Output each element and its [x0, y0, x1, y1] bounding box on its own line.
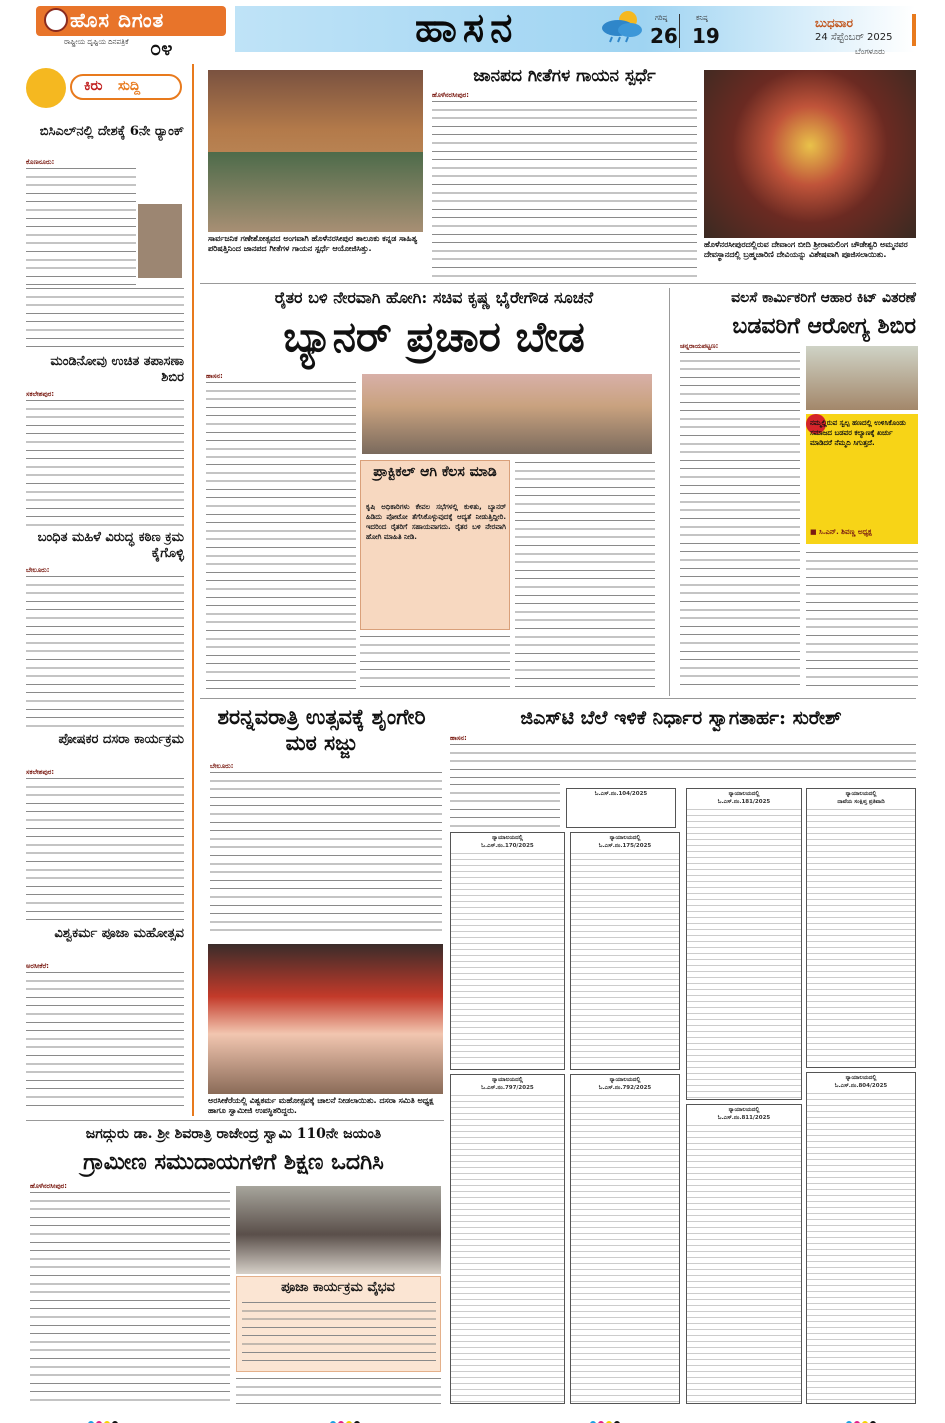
shivaratri-body-text [236, 1376, 441, 1404]
legal-notice: ನ್ಯಾಯಾಲಯದಲ್ಲಿ ಓ.ಎಸ್.ನಂ.175/2025 [570, 832, 680, 1070]
banner-place: ಹಾಸನ: [206, 372, 223, 380]
page-number: ೦೪ [150, 36, 173, 60]
pooja-headline: ಪೂಜಾ ಕಾರ್ಯಕ್ರಮ ವೈಭವ [281, 1280, 395, 1295]
min-temp-label: ಕನಿಷ್ಠ [696, 14, 708, 22]
brief-body-text [26, 166, 136, 286]
print-registration-marks [590, 1412, 622, 1423]
legal-notice: ನ್ಯಾಯಾಲಯದಲ್ಲಿ ಓ.ಎಸ್.ನಂ.170/2025 [450, 832, 565, 1070]
health-quote-author: ■ ಸಿ.ಎನ್. ಶಿವಣ್ಣ ಅಧ್ಯಕ್ಷ [810, 528, 872, 536]
health-headline: ಬಡವರಿಗೆ ಆರೋಗ್ಯ ಶಿಬಿರ [732, 313, 916, 339]
brief-place: ಅರಸೀಕೆರೆ: [26, 962, 49, 970]
janapada-headline: ಜಾನಪದ ಗೀತೆಗಳ ಗಾಯನ ಸ್ಪರ್ಧೆ [473, 66, 656, 86]
print-registration-marks [88, 1412, 120, 1423]
gst-headline: ಜಿಎಸ್‌ಟಿ ಬೆಲೆ ಇಳಿಕೆ ನಿರ್ಧಾರ ಸ್ವಾಗತಾರ್ಹ: ಸುರೇಶ್ [520, 707, 842, 729]
janapada-group-photo-2 [208, 152, 423, 232]
brief-body-text [26, 970, 184, 1110]
max-temp-label: ಗರಿಷ್ಠ [655, 14, 668, 22]
brief-headline: ಬಿಸಿಎಲ್‌ನಲ್ಲಿ ದೇಶಕ್ಕೆ 6ನೇ ರ‍್ಯಾಂಕ್ [39, 124, 184, 139]
banner-inset-box [360, 460, 510, 630]
health-place: ಚನ್ನರಾಯಪಟ್ಟಣ: [680, 342, 719, 350]
briefs-column [26, 64, 186, 1116]
banner-kicker: ರೈತರ ಬಳಿ ನೇರವಾಗಿ ಹೋಗಿ: ಸಚಿವ ಕೃಷ್ಣ ಭೈರೇಗೌಡ ಸೂಚನೆ [274, 288, 594, 307]
brief-body-text [26, 776, 184, 922]
briefs-label-suddi: ಸುದ್ದಿ [118, 78, 141, 94]
paper-name: ಹೊಸ ದಿಗಂತ [70, 8, 165, 32]
brief-place: ಸಕಲೇಶಪುರ: [26, 390, 55, 398]
shivaratri-kicker: ಜಗದ್ಗುರು ಡಾ. ಶ್ರೀ ಶಿವರಾತ್ರಿ ರಾಜೇಂದ್ರ ಸ್ವಾಮಿ 110ನೇ ಜಯಂತಿ [85, 1126, 382, 1142]
legal-notice: ನ್ಯಾಯಾಲಯದಲ್ಲಿ ಓ.ಎಸ್.ನಂ.797/2025 [450, 1074, 565, 1404]
legal-notice: ನ್ಯಾಯಾಲಯದಲ್ಲಿ ಓ.ಎಸ್.ನಂ.792/2025 [570, 1074, 680, 1404]
brief-place: ಸಕಲೇಶಪುರ: [26, 768, 55, 776]
sringeri-headline: ಶರನ್ನವರಾತ್ರಿ ಉತ್ಸವಕ್ಕೆ ಶೃಂಗೇರಿ ಮಠ ಸಜ್ಜು [217, 704, 426, 755]
banner-body-text [360, 634, 510, 692]
banner-meeting-photo [362, 374, 652, 454]
banner-body-text [206, 462, 356, 692]
gst-body-text [450, 742, 916, 782]
janapada-photo-caption: ಸಾರ್ವಜನಿಕ ಗಣೇಶೋತ್ಸವದ ಅಂಗವಾಗಿ ಹೊಳೆನರಸೀಪುರ ತಾಲೂಕು ಕನ್ನಡ ಸಾಹಿತ್ಯ ಪರಿಷತ್ತಿನಿಂದ ಜಾನಪದ ಗೀತೆಗಳ ಗಾಯನ ಸ್ಪರ್ಧೆ ಆಯೋಜಿಸಿತ್ತು. [208, 234, 418, 253]
weather-divider [679, 14, 680, 48]
temple-photo-caption: ಹೊಳೆನರಸೀಪುರದಲ್ಲಿರುವ ದೇವಾಂಗ ಬೀದಿ ಶ್ರೀರಾಮಲಿಂಗ ಚೌಡೇಶ್ವರಿ ಅಮ್ಮನವರ ದೇವಸ್ಥಾನದಲ್ಲಿ ಬ್ರಹ್ಮಚಾರಿಣಿ ದೇವಿಯನ್ನು ವಿಶೇಷವಾಗಿ ಪೂಜಿಸಲಾಯಿತು. [704, 240, 908, 259]
banner-body-text [206, 380, 356, 460]
legal-notice: ನ್ಯಾಯಾಲಯದಲ್ಲಿ ಓ.ಎಸ್.ನಂ.181/2025 [686, 788, 802, 1100]
temple-deity-photo [704, 70, 916, 238]
pooja-body-text [242, 1300, 436, 1368]
sringeri-photo-caption: ಅರಸೀಕೆರೆಯಲ್ಲಿ ವಿಶ್ವಕರ್ಮ ಮಹೋತ್ಸವಕ್ಕೆ ಚಾಲನೆ ನೀಡಲಾಯಿತು. ದಸರಾ ಸಮಿತಿ ಅಧ್ಯಕ್ಷ ಹಾಗೂ ಸ್ವಾಮೀಜಿ ಉಪಸ್ಥಿತರಿದ್ದರು. [208, 1096, 434, 1115]
masthead [0, 0, 945, 60]
gst-place: ಹಾಸನ: [450, 734, 467, 742]
health-camp-photo [806, 346, 918, 410]
brief-body-text [26, 398, 184, 526]
issue-date: 24 ಸೆಪ್ಟೆಂಬರ್ 2025 [815, 32, 893, 43]
brief-headline: ಪೋಷಕರ ದಸರಾ ಕಾರ್ಯಕ್ರಮ [58, 732, 184, 747]
print-registration-marks [846, 1412, 878, 1423]
banner-headline: ಬ್ಯಾನರ್ ಪ್ರಚಾರ ಬೇಡ [283, 312, 585, 361]
shivaratri-event-photo [236, 1186, 441, 1274]
brief-body-text [26, 574, 184, 728]
min-temp: 19 [692, 24, 720, 48]
brief-place: ಬೇಲೂರು: [26, 566, 50, 574]
shivaratri-place: ಹೊಳೆನರಸೀಪುರ: [30, 1182, 67, 1190]
banner-body-text [515, 460, 655, 692]
briefs-hand-icon [26, 68, 66, 108]
brief-headline: ಬಂಧಿತ ಮಹಿಳೆ ವಿರುದ್ಧ ಕಠಿಣ ಕ್ರಮ ಕೈಗೊಳ್ಳಿ [37, 530, 184, 561]
health-body-text [680, 350, 800, 690]
paper-logo-emblem-icon [44, 8, 68, 32]
brief-headline: ವಿಶ್ವಕರ್ಮ ಪೂಜಾ ಮಹೋತ್ಸವ [54, 926, 184, 941]
shivaratri-headline: ಗ್ರಾಮೀಣ ಸಮುದಾಯಗಳಿಗೆ ಶಿಕ್ಷಣ ಒದಗಿಸಿ [83, 1149, 384, 1175]
edition-place: ಬೆಂಗಳೂರು [855, 47, 885, 56]
legal-notice: ನ್ಯಾಯಾಲಯದಲ್ಲಿ ದಾವೆಯ ಸಂಕ್ಷಿಪ್ತ ಪ್ರತಿವಾದಿ [806, 788, 916, 1068]
legal-notice: ನ್ಯಾಯಾಲಯದಲ್ಲಿ ಓ.ಎಸ್.ನಂ.811/2025 [686, 1104, 802, 1404]
masthead-accent-bar [912, 14, 916, 46]
sringeri-body-text [210, 770, 442, 938]
gst-body-text [450, 782, 560, 828]
janapada-body-text [432, 99, 697, 277]
health-quote-text: ನಮ್ಮಲ್ಲಿರುವ ಸ್ವಲ್ಪ ಹಣದಲ್ಲಿ ಉಳಿಸಿಕೊಂಡು ಸಮಾಜದ ಬಡವರ ಕಲ್ಯಾಣಕ್ಕೆ ಖರ್ಚು ಮಾಡಿದರೆ ನೆಮ್ಮದಿ ಸಿಗುತ್ತದೆ. [810, 419, 906, 447]
issue-day: ಬುಧವಾರ [815, 16, 853, 30]
health-kicker: ವಲಸೆ ಕಾರ್ಮಿಕರಿಗೆ ಆಹಾರ ಕಿಟ್ ವಿತರಣೆ [731, 290, 916, 306]
legal-notice: ನ್ಯಾಯಾಲಯದಲ್ಲಿ ಓ.ಎಸ್.ನಂ.804/2025 [806, 1072, 916, 1404]
paper-tagline: ರಾಷ್ಟ್ರೀಯ ದೃಷ್ಟಿಯ ದಿನಪತ್ರಿಕೆ [64, 38, 129, 46]
city-name: ಹಾಸನ [415, 4, 519, 51]
brief-headline: ಮಂಡಿನೋವು ಉಚಿತ ತಪಾಸಣಾ ಶಿಬಿರ [50, 354, 184, 385]
banner-inset-text: ಕೃಷಿ ಅಧಿಕಾರಿಗಳು ಕೇವಲ ಸಭೆಗಳಲ್ಲಿ ಕುಳಿತು, ಬ್ಯಾನರ್ ಹಿಡಿದು ಪೋಟೋ ತೆಗೆಸಿಕೊಳ್ಳುವುದಕ್ಕೆ ಆದ್ಯತೆ ನೀಡುತ್ತಿದ್ದೀರಿ. ಇದರಿಂದ ರೈತರಿಗೆ ಸಹಾಯವಾಗದು. ರೈತರ ಬಳಿ ನೇರವಾಗಿ ಹೋಗಿ ಮಾಹಿತಿ ನೀಡಿ. [366, 503, 506, 541]
max-temp: 26 [650, 24, 678, 48]
brief-student-photo [138, 204, 182, 278]
weather-cloud-rain-icon [596, 8, 646, 44]
janapada-place: ಹೊಳೆನರಸೀಪುರ: [432, 91, 469, 99]
brief-body-text [26, 286, 184, 350]
sringeri-place: ಬೇಲೂರು: [210, 762, 234, 770]
print-registration-marks [330, 1412, 362, 1423]
briefs-label-kiru: ಕಿರು [84, 78, 103, 94]
brief-place: ಕೊಣನೂರು: [26, 158, 55, 166]
column-rule [192, 64, 194, 1116]
sringeri-event-photo [208, 944, 443, 1094]
city-band [235, 6, 915, 52]
health-body-text [806, 550, 918, 690]
shivaratri-body-text [30, 1190, 230, 1404]
legal-notice: ಓ.ಎಸ್.ನಂ.104/2025 [566, 788, 676, 828]
banner-inset-headline: ಪ್ರಾಕ್ಟಿಕಲ್ ಆಗಿ ಕೆಲಸ ಮಾಡಿ [373, 464, 497, 480]
